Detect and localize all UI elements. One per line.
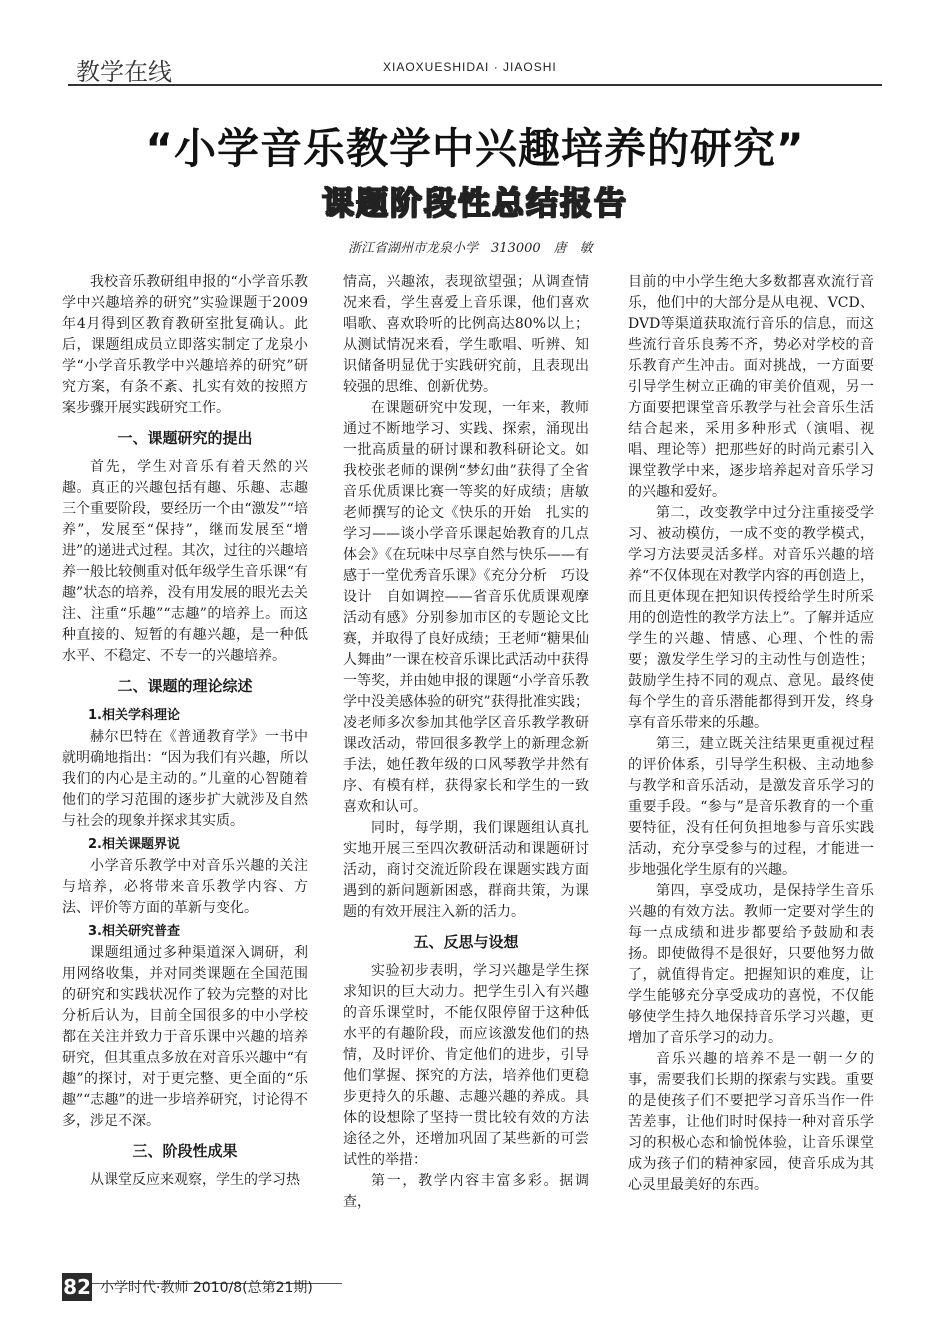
section-5-paragraph-2-continued: 目前的中小学生绝大多数都喜欢流行音乐，他们中的大部分是从电视、VCD、DVD等渠道获取流行音乐的信息，而这些流行音乐良莠不齐，势必对学校的音乐教育产生冲击。面对挑战，一方面要引导学生树立正确的审美价值观，另一方面要把课堂音乐教学与社会音乐生活结合起来，采用多种形式（演唱、视唱、理论等）把那些好的时尚元素引入课堂教学中来，逐步培养起对音乐学习的兴趣和爱好。: [628, 274, 874, 500]
section-5-heading: 五、反思与设想: [413, 933, 519, 951]
section-2-paragraph-2: 小学音乐教学中对音乐兴趣的关注与培养，必将带来音乐教学内容、方法、评价等方面的革新与变化。: [62, 858, 308, 916]
column-2: [343, 272, 589, 1213]
section-5-paragraph-6: 音乐兴趣的培养不是一朝一夕的事，需要我们长期的探索与实践。重要的是使孩子们不要把学习音乐当作一件苦差事，让他们时时保持一种对音乐学习的积极心态和愉悦体验，让音乐课堂成为孩子们的精神家园，使音乐成为其心灵里最美好的东西。: [628, 1051, 874, 1193]
section-5-paragraph-5: 第四，享受成功，是保持学生音乐兴趣的有效方法。教师一定要对学生的每一点成绩和进步都要给予鼓励和表扬。即使做得不是很好，只要他努力做了，就值得肯定。把握知识的难度，让学生能够充分享受成功的喜悦，不仅能够使学生持久地保持音乐学习兴趣，更增加了音乐学习的动力。: [628, 883, 874, 1046]
subsection-heading: 2.相关课题界说: [88, 837, 180, 852]
section-2-heading: 二、课题的理论综述: [117, 677, 253, 695]
section-5-paragraph-2-start: 第一，教学内容丰富多彩。据调查，: [343, 1173, 589, 1210]
section-title: 教学在线: [76, 58, 172, 86]
section-3-paragraph-3: 同时，每学期，我们课题组认真扎实地开展三至四次教研活动和课题研讨活动，商讨交流近阶段在课题实践方面遇到的新问题新困惑，群商共策，为课题的有效开展注入新的活力。: [343, 820, 589, 920]
section-3-paragraph-continued: 情高，兴趣浓，表现欲望强；从调查情况来看，学生喜爱上音乐课，他们喜欢唱歌、喜欢聆听的比例高达80%以上；从测试情况来看，学生歌唱、听辨、知识储备明显优于实践研究前，且表现出较强的思维、创新优势。: [343, 274, 589, 395]
section-3-paragraph-start: 从课堂反应来观察，学生的学习热: [90, 1172, 300, 1188]
section-3-heading: 三、阶段性成果: [132, 1142, 238, 1160]
section-2-paragraph-1: 赫尔巴特在《普通教育学》一书中就明确地指出：“因为我们有兴趣，所以我们的内心是主动的。”儿童的心智随着他们的学习范围的逐步扩大就涉及自然与社会的现象并探求其实质。: [62, 729, 308, 829]
section-3-paragraph-2: 在课题研究中发现，一年来，教师通过不断地学习、实践、探索，涌现出一批高质量的研讨课和教科研论文。如我校张老师的课例“梦幻曲”获得了全省音乐优质课比赛一等奖的好成绩；唐敏老师撰写的论文《快乐的开始 扎实的学习——谈小学音乐课起始教育的几点体会》《在玩味中尽享自然与快乐——有感于一堂优秀音乐课》《充分分析 巧设设计 自如调控——省音乐优质课观摩活动有感》分别参加市区的专题论文比赛，并取得了良好成绩；王老师“糖果仙人舞曲”一课在校音乐课比武活动中获得一等奖，并由她申报的课题“小学音乐教学中没美感体验的研究”获得批准实践；凌老师多次参加其他学区音乐教学教研课改活动，带回很多教学上的新理念新手法，她任教年级的口风琴教学井然有序、有模有样，获得家长和学生的一致喜欢和认可。: [343, 400, 589, 815]
section-2-paragraph-3: 课题组通过多种渠道深入调研，利用网络收集，并对同类课题在全国范围的研究和实践状况作了较为完整的对比分析后认为，目前全国很多的中小学校都在关注并致力于音乐课中兴趣的培养研究，但其重点多放在对音乐兴趣中“有趣”的探讨，对于更完整、更全面的“乐趣”“志趣”的进一步培养研究，讨论得不多，涉足不深。: [62, 945, 308, 1129]
column-1: [62, 272, 308, 1191]
author-line: 浙江省湖州市龙泉小学 313000 唐 敏: [348, 241, 593, 256]
header-divider: [68, 84, 882, 86]
journal-pinyin: XIAOXUESHIDAI · JIAOSHI: [383, 60, 557, 74]
column-3: [628, 272, 874, 1196]
subsection-heading: 3.相关研究普查: [88, 924, 180, 939]
section-5-paragraph-1: 实验初步表明，学习兴趣是学生探求知识的巨大动力。把学生引入有兴趣的音乐课堂时，不能仅限停留于这种低水平的有趣阶段，而应该激发他们的热情，及时评价、肯定他们的进步，引导他们掌握、探究的方法，培养他们更稳步更持久的乐趣、志趣兴趣的养成。具体的设想除了坚持一贯比较有效的方法途径之外，还增加巩固了某些新的可尝试性的举措：: [343, 963, 589, 1168]
section-1-paragraph: 首先，学生对音乐有着天然的兴趣。真正的兴趣包括有趣、乐趣、志趣三个重要阶段，要经历一个由“激发”“培养”，发展至“保持”，继而发展至“增进”的递进式过程。其次，过往的兴趣培养一般比较侧重对低年级学生音乐课“有趣”状态的培养，没有用发展的眼光去关注、注重“乐趣”“志趣”的培养上。而这种直接的、短暂的有趣兴趣，是一种低水平、不稳定、不专一的兴趣培养。: [62, 459, 308, 664]
journal-issue: 小学时代·教师 2010/8(总第21期): [100, 1280, 313, 1296]
section-5-paragraph-4: 第三，建立既关注结果更重视过程的评价体系，引导学生积极、主动地参与教学和音乐活动，是激发音乐学习的重要手段。“参与”是音乐教育的一个重要特征，没有任何负担地参与音乐实践活动，充分享受参与的过程，才能进一步地强化学生原有的兴趣。: [628, 736, 874, 878]
page-number: 82: [63, 1275, 91, 1299]
article-subtitle: 课题阶段性总结报告: [321, 184, 628, 222]
subsection-heading: 1.相关学科理论: [88, 708, 180, 723]
section-5-paragraph-3: 第二，改变教学中过分注重接受学习、被动模仿，一成不变的教学模式，学习方法要灵活多样。对音乐兴趣的培养“不仅体现在对教学内容的再创造上，而且更体现在把知识传授给学生时所采用的创造性的教学方法上”。了解并适应学生的兴趣、情感、心理、个性的需要；激发学生学习的主动性与创造性；鼓励学生持不同的观点、意见。最终使每个学生的音乐潜能都得到开发，终身享有音乐带来的乐趣。: [628, 505, 874, 731]
intro-paragraph: 我校音乐教研组申报的“小学音乐教学中兴趣培养的研究”实验课题于2009年4月得到区教育教研室批复确认。此后，课题组成员立即落实制定了龙泉小学“小学音乐教学中兴趣培养的研究”研究方案，有条不紊、扎实有效的按照方案步骤开展实践研究工作。: [62, 274, 308, 416]
article-title: “小学音乐教学中兴趣培养的研究”: [145, 124, 805, 173]
section-1-heading: 一、课题研究的提出: [117, 429, 253, 447]
